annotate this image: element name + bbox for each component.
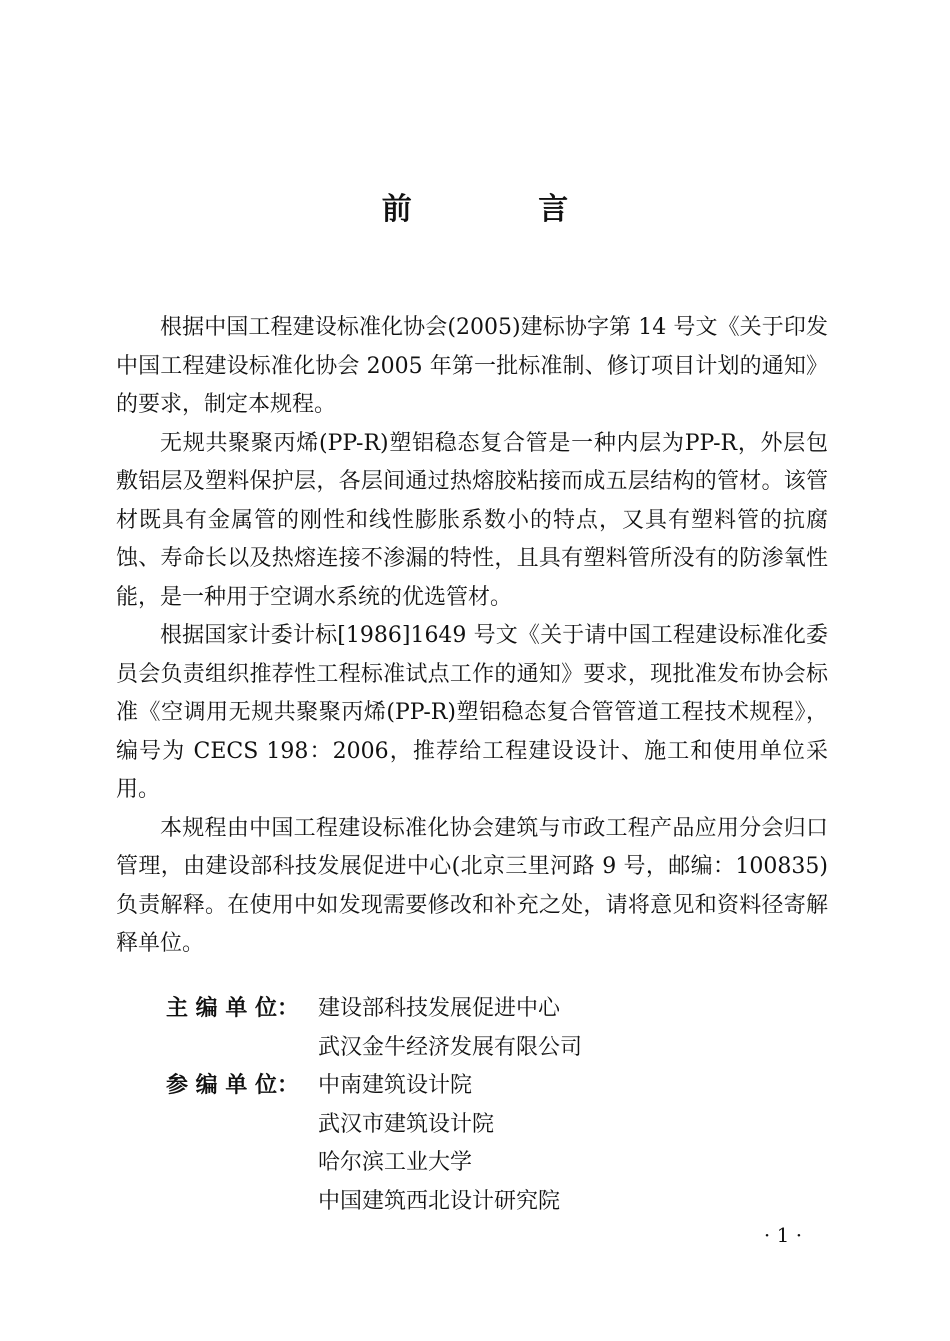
- co-editor-unit: 武汉市建筑设计院: [318, 1111, 495, 1137]
- paragraph-3: 根据国家计委计标[1986]1649 号文《关于请中国工程建设标准化委员会负责组织推荐性工程标准试点工作的通知》要求，现批准发布协会标准《空调用无规共聚聚丙烯(PP-R)塑铝稳态复合管管道工程技术规程》，编号为 CECS 198：2006，推荐给工程建设设计、施工和使用单位采用。: [116, 623, 828, 802]
- co-editor-group: [166, 1067, 766, 1221]
- body-text: [116, 309, 828, 964]
- co-editor-list: [318, 1067, 560, 1221]
- co-editor-label: 参 编 单 位：: [166, 1073, 299, 1098]
- co-editor-unit: 中国建筑西北设计研究院: [318, 1188, 561, 1214]
- co-editor-unit: 中南建筑设计院: [318, 1073, 473, 1098]
- paragraph-1: 根据中国工程建设标准化协会(2005)建标协字第 14 号文《关于印发中国工程建设标准化协会 2005 年第一批标准制、修订项目计划的通知》的要求，制定本规程。: [116, 315, 828, 417]
- page-number: · 1 ·: [763, 1223, 803, 1247]
- chief-editor-list: [318, 990, 582, 1067]
- paragraph-4: 本规程由中国工程建设标准化协会建筑与市政工程产品应用分会归口管理，由建设部科技发展促进中心(北京三里河路 9 号，邮编：100835)负责解释。在使用中如发现需要修改和补充之处，请将意见和资料径寄解释单位。: [116, 815, 828, 956]
- chief-editor-label: 主 编 单 位：: [166, 996, 299, 1021]
- chief-editor-unit: 武汉金牛经济发展有限公司: [318, 1034, 583, 1060]
- paragraph-2: 无规共聚聚丙烯(PP-R)塑铝稳态复合管是一种内层为PP-R，外层包敷铝层及塑料保护层，各层间通过热熔胶粘接而成五层结构的管材。该管材既具有金属管的刚性和线性膨胀系数小的特点，又具有塑料管的抗腐蚀、寿命长以及热熔连接不渗漏的特性，且具有塑料管所没有的防渗氧性能，是一种用于空调水系统的优选管材。: [116, 430, 828, 610]
- chief-editor-unit: 建设部科技发展促进中心: [318, 996, 561, 1021]
- chief-editor-group: [166, 990, 766, 1067]
- editor-units: [166, 990, 766, 1221]
- page-title: 前 言: [381, 192, 627, 227]
- co-editor-unit: 哈尔滨工业大学: [318, 1150, 473, 1175]
